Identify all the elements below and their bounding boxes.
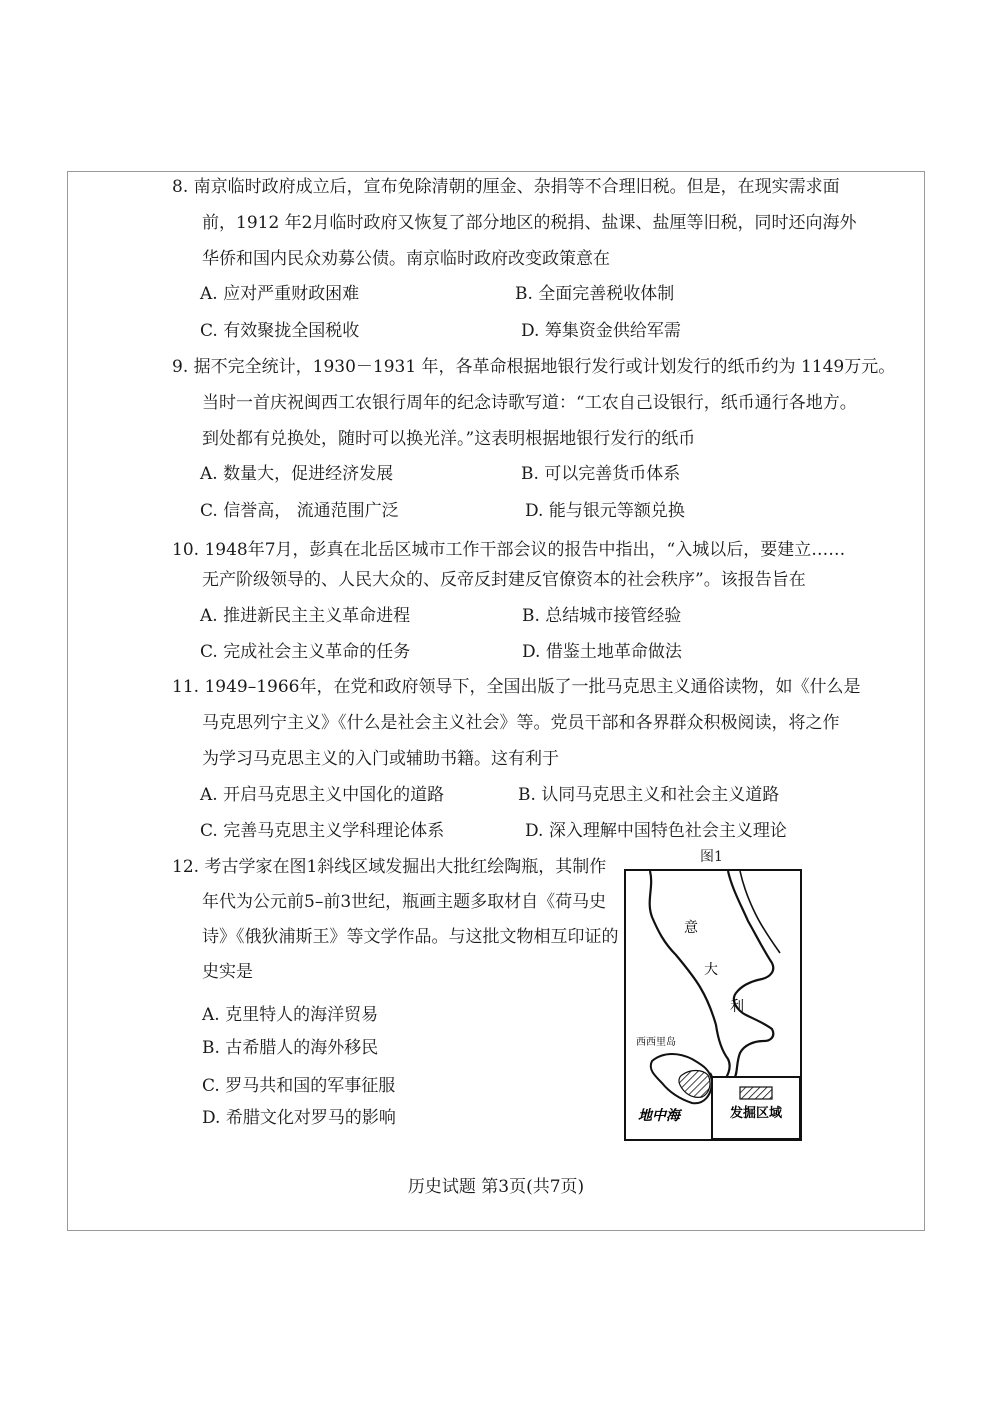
q11-stem-line-3: 为学习马克思主义的入门或辅助书籍。这有利于 bbox=[202, 749, 559, 769]
q9-stem-line-2: 当时一首庆祝闽西工农银行周年的纪念诗歌写道：“工农自己设银行，纸币通行各地方。 bbox=[202, 393, 857, 413]
label-li: 利 bbox=[730, 999, 744, 1015]
q11-stem-line-1: 11. 1949–1966年，在党和政府领导下，全国出版了一批马克思主义通俗读物，如《什么是 bbox=[172, 677, 861, 697]
q11-option-b[interactable]: B. 认同马克思主义和社会主义道路 bbox=[518, 785, 780, 805]
page-footer: 历史试题 第3页(共7页) bbox=[407, 1177, 585, 1197]
q11-stem-line-2: 马克思列宁主义》《什么是社会主义社会》等。党员干部和各界群众积极阅读，将之作 bbox=[202, 713, 840, 733]
legend-swatch bbox=[740, 1087, 772, 1099]
q12-stem-line-2: 年代为公元前5–前3世纪，瓶画主题多取材自《荷马史 bbox=[202, 892, 607, 912]
q8-stem-line-1: 8. 南京临时政府成立后，宣布免除清朝的厘金、杂捐等不合理旧税。但是，在现实需求面 bbox=[172, 177, 840, 197]
q8-option-d[interactable]: D. 筹集资金供给军需 bbox=[521, 321, 681, 341]
q10-option-a[interactable]: A. 推进新民主主义革命进程 bbox=[200, 606, 411, 626]
q10-option-b[interactable]: B. 总结城市接管经验 bbox=[522, 606, 682, 626]
q9-option-a[interactable]: A. 数量大，促进经济发展 bbox=[200, 464, 394, 484]
figure-title: 图1 bbox=[700, 849, 723, 865]
q12-stem-line-3: 诗》《俄狄浦斯王》等文学作品。与这批文物相互印证的 bbox=[202, 927, 619, 947]
q11-option-a[interactable]: A. 开启马克思主义中国化的道路 bbox=[200, 785, 445, 805]
q9-stem-line-3: 到处都有兑换处，随时可以换光洋。”这表明根据地银行发行的纸币 bbox=[202, 429, 696, 449]
q12-option-c[interactable]: C. 罗马共和国的军事征服 bbox=[202, 1076, 396, 1096]
q8-stem-line-2: 前，1912 年2月临时政府又恢复了部分地区的税捐、盐课、盐厘等旧税，同时还向海外 bbox=[202, 213, 857, 233]
italy-map-figure bbox=[624, 869, 802, 1141]
q10-option-c[interactable]: C. 完成社会主义革命的任务 bbox=[200, 642, 411, 662]
q12-option-d[interactable]: D. 希腊文化对罗马的影响 bbox=[202, 1108, 396, 1128]
q10-stem-line-2: 无产阶级领导的、人民大众的、反帝反封建反官僚资本的社会秩序”。该报告旨在 bbox=[202, 570, 806, 590]
q9-stem-line-1: 9. 据不完全统计，1930－1931 年，各革命根据地银行发行或计划发行的纸币约为 1149万元。 bbox=[172, 357, 896, 377]
q8-option-c[interactable]: C. 有效聚拢全国税收 bbox=[200, 321, 360, 341]
q9-option-c[interactable]: C. 信誉高， 流通范围广泛 bbox=[200, 501, 399, 521]
q8-option-a[interactable]: A. 应对严重财政困难 bbox=[200, 284, 360, 304]
q11-option-c[interactable]: C. 完善马克思主义学科理论体系 bbox=[200, 821, 445, 841]
q8-stem-line-3: 华侨和国内民众劝募公债。南京临时政府改变政策意在 bbox=[202, 249, 610, 269]
q12-stem-line-1: 12. 考古学家在图1斜线区域发掘出大批红绘陶瓶，其制作 bbox=[172, 857, 607, 877]
legend-label: 发掘区域 bbox=[729, 1106, 783, 1121]
q12-option-b[interactable]: B. 古希腊人的海外移民 bbox=[202, 1038, 379, 1058]
q10-stem-line-1: 10. 1948年7月，彭真在北岳区城市工作干部会议的报告中指出，“入城以后，要建立…… bbox=[172, 540, 846, 560]
q9-option-b[interactable]: B. 可以完善货币体系 bbox=[521, 464, 681, 484]
q11-option-d[interactable]: D. 深入理解中国特色社会主义理论 bbox=[525, 821, 787, 841]
q12-option-a[interactable]: A. 克里特人的海洋贸易 bbox=[202, 1005, 379, 1025]
label-sicily: 西西里岛 bbox=[636, 1037, 676, 1048]
label-mediterranean-sea: 地中海 bbox=[638, 1108, 680, 1124]
q10-option-d[interactable]: D. 借鉴土地革命做法 bbox=[522, 642, 682, 662]
q9-option-d[interactable]: D. 能与银元等额兑换 bbox=[525, 501, 685, 521]
label-yi: 意 bbox=[684, 920, 698, 936]
q8-option-b[interactable]: B. 全面完善税收体制 bbox=[515, 284, 675, 304]
label-da: 大 bbox=[704, 962, 718, 978]
q12-stem-line-4: 史实是 bbox=[202, 962, 253, 982]
